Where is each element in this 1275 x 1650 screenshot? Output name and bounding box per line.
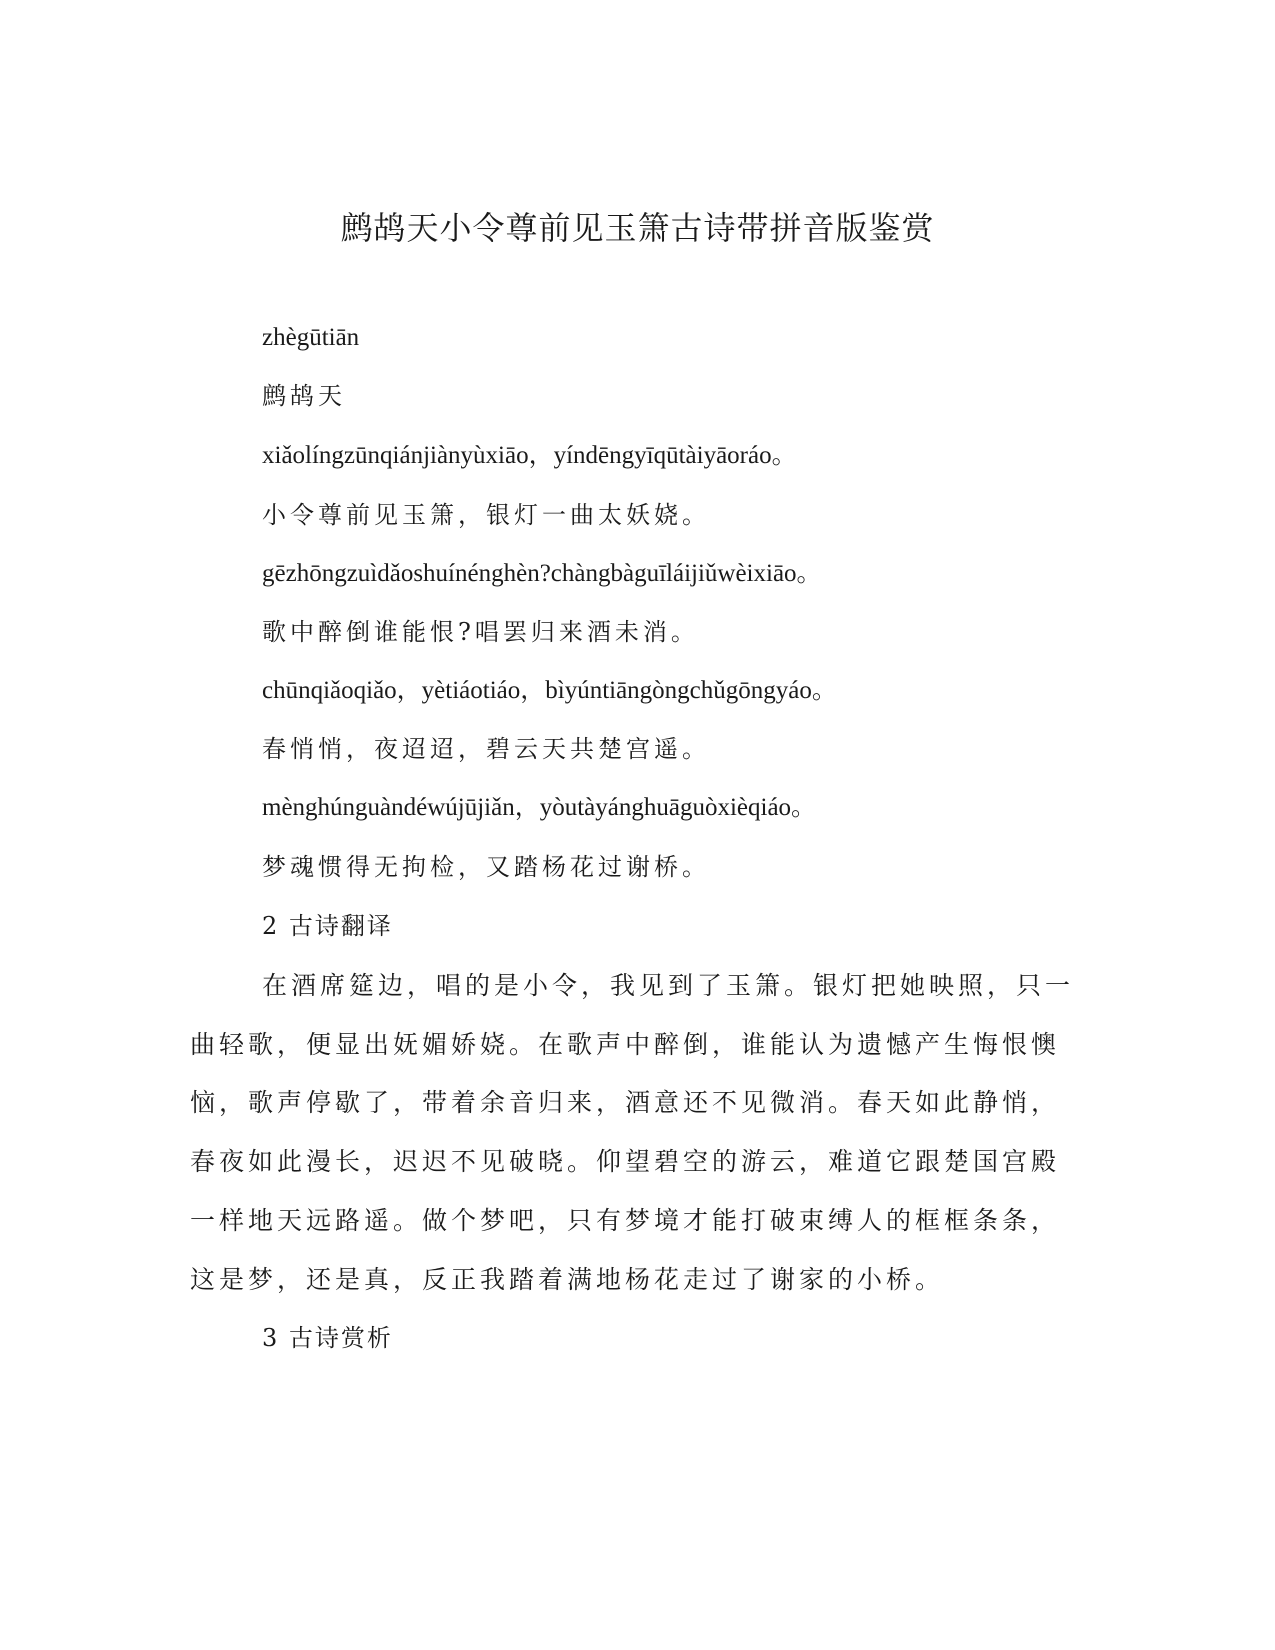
poem-line-4-hanzi: 梦魂惯得无拘检，又踏杨花过谢桥。 <box>262 853 710 881</box>
poem-line-1-pinyin: xiǎolíngzūnqiánjiànyùxiāo，yíndēngyīqūtàiyāoráo。 <box>262 442 797 469</box>
translation-line: 曲轻歌，便显出妩媚娇娆。在歌声中醉倒，谁能认为遗憾产生悔恨懊 <box>190 1030 1061 1059</box>
poem-line-2-pinyin: gēzhōngzuìdǎoshuínénghèn?chàngbàguīláijiǔwèixiāo。 <box>262 560 822 587</box>
poem-line-3-hanzi: 春悄悄，夜迢迢，碧云天共楚宫遥。 <box>262 735 710 763</box>
poem-line-3-pinyin: chūnqiǎoqiǎo，yètiáotiáo，bìyúntiāngòngchǔgōngyáo。 <box>262 677 837 704</box>
document-title: 鹧鸪天小令尊前见玉箫古诗带拼音版鉴赏 <box>340 209 935 247</box>
poem-title-hanzi: 鹧鸪天 <box>262 382 346 410</box>
translation-line: 在酒席筵边，唱的是小令，我见到了玉箫。银灯把她映照，只一 <box>262 971 1075 1000</box>
section-heading-translation: 2 古诗翻译 <box>262 912 393 940</box>
translation-line: 春夜如此漫长，迟迟不见破晓。仰望碧空的游云，难道它跟楚国宫殿 <box>190 1147 1061 1176</box>
poem-title-pinyin: zhègūtiān <box>262 324 360 351</box>
translation-line: 这是梦，还是真，反正我踏着满地杨花走过了谢家的小桥。 <box>190 1265 945 1294</box>
poem-line-4-pinyin: mènghúnguàndéwújūjiǎn，yòutàyánghuāguòxièqiáo。 <box>262 794 817 821</box>
poem-line-1-hanzi: 小令尊前见玉箫，银灯一曲太妖娆。 <box>262 501 710 529</box>
translation-line: 一样地天远路遥。做个梦吧，只有梦境才能打破束缚人的框框条条， <box>190 1206 1061 1235</box>
translation-line: 恼，歌声停歇了，带着余音归来，酒意还不见微消。春天如此静悄， <box>190 1088 1061 1117</box>
section-heading-appreciation: 3 古诗赏析 <box>262 1324 393 1352</box>
poem-line-2-hanzi: 歌中醉倒谁能恨?唱罢归来酒未消。 <box>262 618 699 646</box>
